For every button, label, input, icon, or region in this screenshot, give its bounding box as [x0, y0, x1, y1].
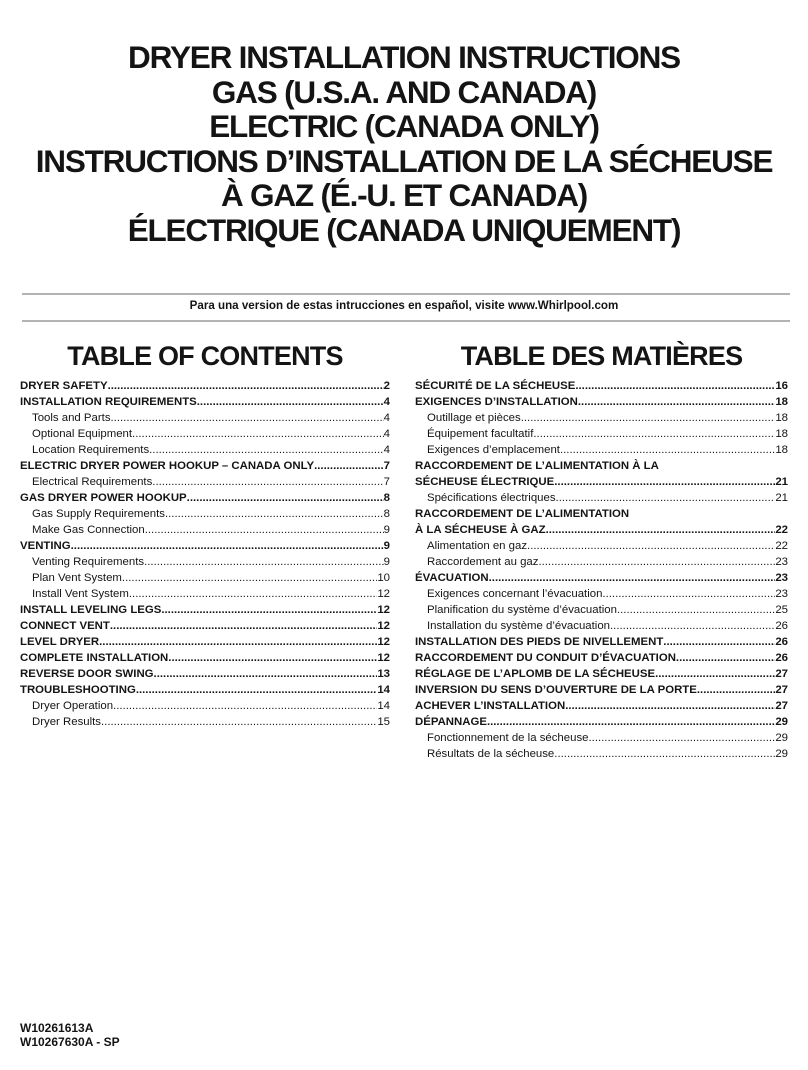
toc-leader-dots [676, 650, 775, 666]
toc-entry-label: EXIGENCES D’INSTALLATION [415, 396, 578, 408]
toc-page-number: 29 [775, 748, 788, 760]
toc-section-entry[interactable] [20, 650, 390, 666]
toc-page-number: 26 [775, 652, 788, 664]
toc-entry-label: ELECTRIC DRYER POWER HOOKUP – CANADA ONLY [20, 460, 315, 472]
toc-subsection-entry[interactable] [20, 442, 390, 458]
toc-entry-label: Plan Vent System [32, 572, 122, 584]
toc-page-number: 8 [383, 508, 390, 520]
toc-leader-dots [99, 634, 377, 650]
toc-leader-dots [136, 682, 378, 698]
toc-leader-dots [697, 682, 775, 698]
toc-page-number: 7 [383, 460, 390, 472]
toc-page-number: 18 [775, 444, 788, 456]
toc-subsection-entry[interactable] [415, 618, 788, 634]
toc-section-entry[interactable] [20, 618, 390, 634]
toc-subsection-entry[interactable] [415, 490, 788, 506]
toc-leader-dots [187, 490, 384, 506]
toc-page-number: 4 [383, 412, 390, 424]
toc-page-number: 10 [377, 572, 390, 584]
toc-entry-label: VENTING [20, 540, 71, 552]
toc-section-entry[interactable] [20, 458, 390, 474]
document-title [0, 40, 808, 248]
toc-page-number: 12 [377, 604, 390, 616]
toc-leader-dots [152, 474, 383, 490]
toc-entry-label: Optional Equipment [32, 428, 133, 440]
toc-leader-dots [588, 730, 775, 746]
toc-leader-dots [161, 602, 377, 618]
toc-leader-dots [122, 570, 377, 586]
toc-leader-dots [575, 378, 775, 394]
toc-entry-label: Venting Requirements [32, 556, 145, 568]
toc-entry-label: À LA SÉCHEUSE À GAZ [415, 524, 546, 536]
toc-entry-label: SÉCHEUSE ÉLECTRIQUE [415, 476, 555, 488]
toc-subsection-entry[interactable] [415, 554, 788, 570]
toc-page-number: 9 [383, 540, 390, 552]
toc-page-number: 7 [383, 476, 390, 488]
toc-page-number: 18 [775, 428, 788, 440]
toc-subsection-entry[interactable] [415, 746, 788, 762]
toc-leader-dots [487, 714, 775, 730]
toc-subsection-entry[interactable] [20, 570, 390, 586]
toc-entry-label: Raccordement au gaz [427, 556, 539, 568]
toc-section-entry[interactable] [20, 378, 390, 394]
toc-entry-label: RACCORDEMENT DU CONDUIT D’ÉVACUATION [415, 652, 676, 664]
toc-section-entry[interactable] [415, 714, 788, 730]
toc-entry-label: COMPLETE INSTALLATION [20, 652, 169, 664]
toc-section-entry[interactable] [415, 666, 788, 682]
toc-entry-label: REVERSE DOOR SWING [20, 668, 154, 680]
toc-page-number: 27 [775, 668, 788, 680]
toc-entry-label: Dryer Operation [32, 700, 114, 712]
toc-leader-dots [132, 426, 384, 442]
toc-subsection-entry[interactable] [415, 730, 788, 746]
toc-page-number: 27 [775, 684, 788, 696]
toc-section-entry[interactable] [20, 682, 390, 698]
toc-page-number: 23 [775, 556, 788, 568]
document-part-numbers [20, 1021, 120, 1049]
toc-leader-dots [110, 618, 377, 634]
toc-subsection-entry[interactable] [20, 506, 390, 522]
toc-page-number: 23 [775, 588, 788, 600]
toc-section-entry[interactable] [415, 698, 788, 714]
toc-leader-dots [554, 474, 775, 490]
toc-page-number: 26 [775, 636, 788, 648]
toc-page-number: 4 [383, 444, 390, 456]
toc-section-entry[interactable] [20, 538, 390, 554]
toc-page-number: 21 [775, 492, 788, 504]
toc-subsection-entry[interactable] [20, 554, 390, 570]
toc-page-number: 12 [377, 588, 390, 600]
title-line: GAS (U.S.A. AND CANADA) [211, 73, 597, 110]
toc-section-entry[interactable] [415, 650, 788, 666]
toc-section-entry[interactable] [20, 490, 390, 506]
toc-leader-dots [71, 538, 384, 554]
toc-entry-label: Tools and Parts [32, 412, 111, 424]
toc-entry-label: Fonctionnement de la sécheuse [427, 732, 589, 744]
part-number-english: W10261613A [20, 1021, 94, 1035]
toc-leader-dots [610, 618, 775, 634]
toc-page-number: 14 [377, 700, 390, 712]
toc-leader-dots [602, 586, 775, 602]
toc-page-number: 29 [775, 732, 788, 744]
toc-leader-dots [108, 378, 384, 394]
toc-section-entry[interactable] [415, 682, 788, 698]
toc-entry-label: ACHEVER L’INSTALLATION [415, 700, 566, 712]
toc-page-number: 4 [383, 396, 390, 408]
toc-heading-english: TABLE OF CONTENTS [67, 341, 343, 371]
toc-subsection-entry[interactable] [415, 602, 788, 618]
toc-page-number: 9 [383, 524, 390, 536]
toc-page-number: 25 [775, 604, 788, 616]
toc-subsection-entry[interactable] [20, 698, 390, 714]
top-divider [22, 293, 790, 295]
toc-page-number: 23 [775, 572, 788, 584]
toc-page-number: 12 [377, 620, 390, 632]
toc-entry-label: Spécifications électriques [427, 492, 556, 504]
toc-leader-dots [546, 522, 776, 538]
toc-leader-dots [111, 410, 384, 426]
toc-subsection-entry[interactable] [415, 442, 788, 458]
toc-section-entry[interactable] [415, 634, 788, 650]
toc-entry-label: TROUBLESHOOTING [20, 684, 136, 696]
toc-entry-label: DRYER SAFETY [20, 380, 108, 392]
toc-entry-label: Electrical Requirements [32, 476, 153, 488]
toc-entry-label: Résultats de la sécheuse [427, 748, 555, 760]
toc-entry-label: Outillage et pièces [427, 412, 521, 424]
toc-entry-label-line1: RACCORDEMENT DE L’ALIMENTATION [415, 508, 630, 520]
toc-entry-label-line1: RACCORDEMENT DE L’ALIMENTATION À LA [415, 460, 659, 472]
toc-leader-dots [527, 538, 775, 554]
toc-entry-label: Location Requirements [32, 444, 150, 456]
toc-leader-dots [101, 714, 377, 730]
toc-entry-label: INSTALLATION DES PIEDS DE NIVELLEMENT [415, 636, 664, 648]
toc-leader-dots [113, 698, 377, 714]
toc-leader-dots [168, 650, 377, 666]
toc-page-number: 14 [377, 684, 390, 696]
toc-leader-dots [560, 442, 775, 458]
toc-entry-label: Make Gas Connection [32, 524, 145, 536]
toc-entry-label: Exigences concernant l’évacuation [427, 588, 603, 600]
toc-entry-label: DÉPANNAGE [415, 716, 487, 728]
toc-entry-label: Install Vent System [32, 588, 129, 600]
toc-section-entry[interactable] [415, 506, 788, 538]
toc-leader-dots [129, 586, 377, 602]
toc-page-number: 4 [383, 428, 390, 440]
toc-entry-label: INSTALL LEVELING LEGS [20, 604, 162, 616]
toc-leader-dots [521, 410, 776, 426]
toc-subsection-entry[interactable] [20, 410, 390, 426]
spanish-version-note: Para una version de estas intrucciones en español, visite www.Whirlpool.com [189, 299, 619, 312]
toc-page-number: 22 [775, 540, 788, 552]
toc-leader-dots [145, 522, 384, 538]
title-line: À GAZ (É.-U. ET CANADA) [220, 177, 588, 214]
toc-leader-dots [554, 746, 775, 762]
toc-page-number: 22 [775, 524, 788, 536]
toc-page-number: 29 [775, 716, 788, 728]
toc-section-entry[interactable] [20, 634, 390, 650]
toc-english [20, 341, 390, 730]
bottom-divider [22, 320, 790, 322]
toc-entry-label: LEVEL DRYER [20, 636, 100, 648]
toc-subsection-entry[interactable] [415, 538, 788, 554]
toc-subsection-entry[interactable] [20, 522, 390, 538]
toc-leader-dots [578, 394, 775, 410]
toc-page-number: 16 [775, 380, 788, 392]
title-line: ELECTRIC (CANADA ONLY) [209, 108, 599, 145]
toc-section-entry[interactable] [415, 394, 788, 410]
toc-page-number: 27 [775, 700, 788, 712]
toc-subsection-entry[interactable] [20, 714, 390, 730]
toc-leader-dots [165, 506, 384, 522]
toc-entry-label: Gas Supply Requirements [32, 508, 165, 520]
toc-section-entry[interactable] [20, 394, 390, 410]
toc-entry-label: Installation du système d’évacuation [427, 620, 610, 632]
toc-page-number: 13 [377, 668, 390, 680]
toc-entry-label: Alimentation en gaz [427, 540, 528, 552]
toc-page-number: 15 [377, 716, 390, 728]
toc-leader-dots [154, 666, 378, 682]
toc-leader-dots [655, 666, 775, 682]
toc-leader-dots [533, 426, 775, 442]
toc-leader-dots [663, 634, 775, 650]
toc-leader-dots [565, 698, 775, 714]
toc-english-list [20, 378, 390, 730]
title-line: DRYER INSTALLATION INSTRUCTIONS [128, 39, 680, 75]
title-line: ÉLECTRIQUE (CANADA UNIQUEMENT) [127, 211, 681, 248]
toc-entry-label: Exigences d’emplacement [427, 444, 560, 456]
toc-page-number: 12 [377, 636, 390, 648]
toc-page-number: 8 [383, 492, 390, 504]
toc-entry-label: ÉVACUATION [415, 572, 489, 584]
part-number-spanish: W10267630A - SP [20, 1035, 120, 1049]
toc-entry-label: INSTALLATION REQUIREMENTS [20, 396, 197, 408]
toc-heading-french: TABLE DES MATIÈRES [460, 341, 743, 371]
toc-subsection-entry[interactable] [415, 410, 788, 426]
toc-entry-label: INVERSION DU SENS D’OUVERTURE DE LA PORTE [415, 684, 697, 696]
toc-leader-dots [197, 394, 384, 410]
toc-french-list [415, 378, 788, 762]
toc-page-number: 18 [775, 412, 788, 424]
toc-entry-label: Équipement facultatif [427, 428, 534, 440]
toc-leader-dots [144, 554, 384, 570]
toc-subsection-entry[interactable] [415, 586, 788, 602]
toc-entry-label: SÉCURITÉ DE LA SÉCHEUSE [415, 380, 576, 392]
toc-leader-dots [556, 490, 776, 506]
toc-french [415, 341, 788, 762]
title-line: INSTRUCTIONS D’INSTALLATION DE LA SÉCHEUSE [35, 142, 773, 179]
toc-page-number: 2 [383, 380, 390, 392]
toc-entry-label: Dryer Results [32, 716, 101, 728]
toc-page-number: 12 [377, 652, 390, 664]
toc-section-entry[interactable] [20, 602, 390, 618]
toc-leader-dots [538, 554, 775, 570]
toc-subsection-entry[interactable] [415, 426, 788, 442]
toc-leader-dots [149, 442, 384, 458]
toc-subsection-entry[interactable] [20, 474, 390, 490]
toc-entry-label: Planification du système d’évacuation [427, 604, 617, 616]
toc-leader-dots [489, 570, 776, 586]
toc-page-number: 21 [775, 476, 788, 488]
toc-subsection-entry[interactable] [20, 426, 390, 442]
toc-section-entry[interactable] [415, 570, 788, 586]
toc-page-number: 18 [775, 396, 788, 408]
toc-section-entry[interactable] [20, 666, 390, 682]
toc-leader-dots [314, 458, 384, 474]
toc-entry-label: RÉGLAGE DE L’APLOMB DE LA SÉCHEUSE [415, 668, 656, 680]
toc-entry-label: CONNECT VENT [20, 620, 110, 632]
toc-page-number: 26 [775, 620, 788, 632]
toc-page-number: 9 [383, 556, 390, 568]
toc-leader-dots [617, 602, 775, 618]
toc-subsection-entry[interactable] [20, 586, 390, 602]
toc-section-entry[interactable] [415, 378, 788, 394]
toc-section-entry[interactable] [415, 458, 788, 490]
toc-entry-label: GAS DRYER POWER HOOKUP [20, 492, 187, 504]
